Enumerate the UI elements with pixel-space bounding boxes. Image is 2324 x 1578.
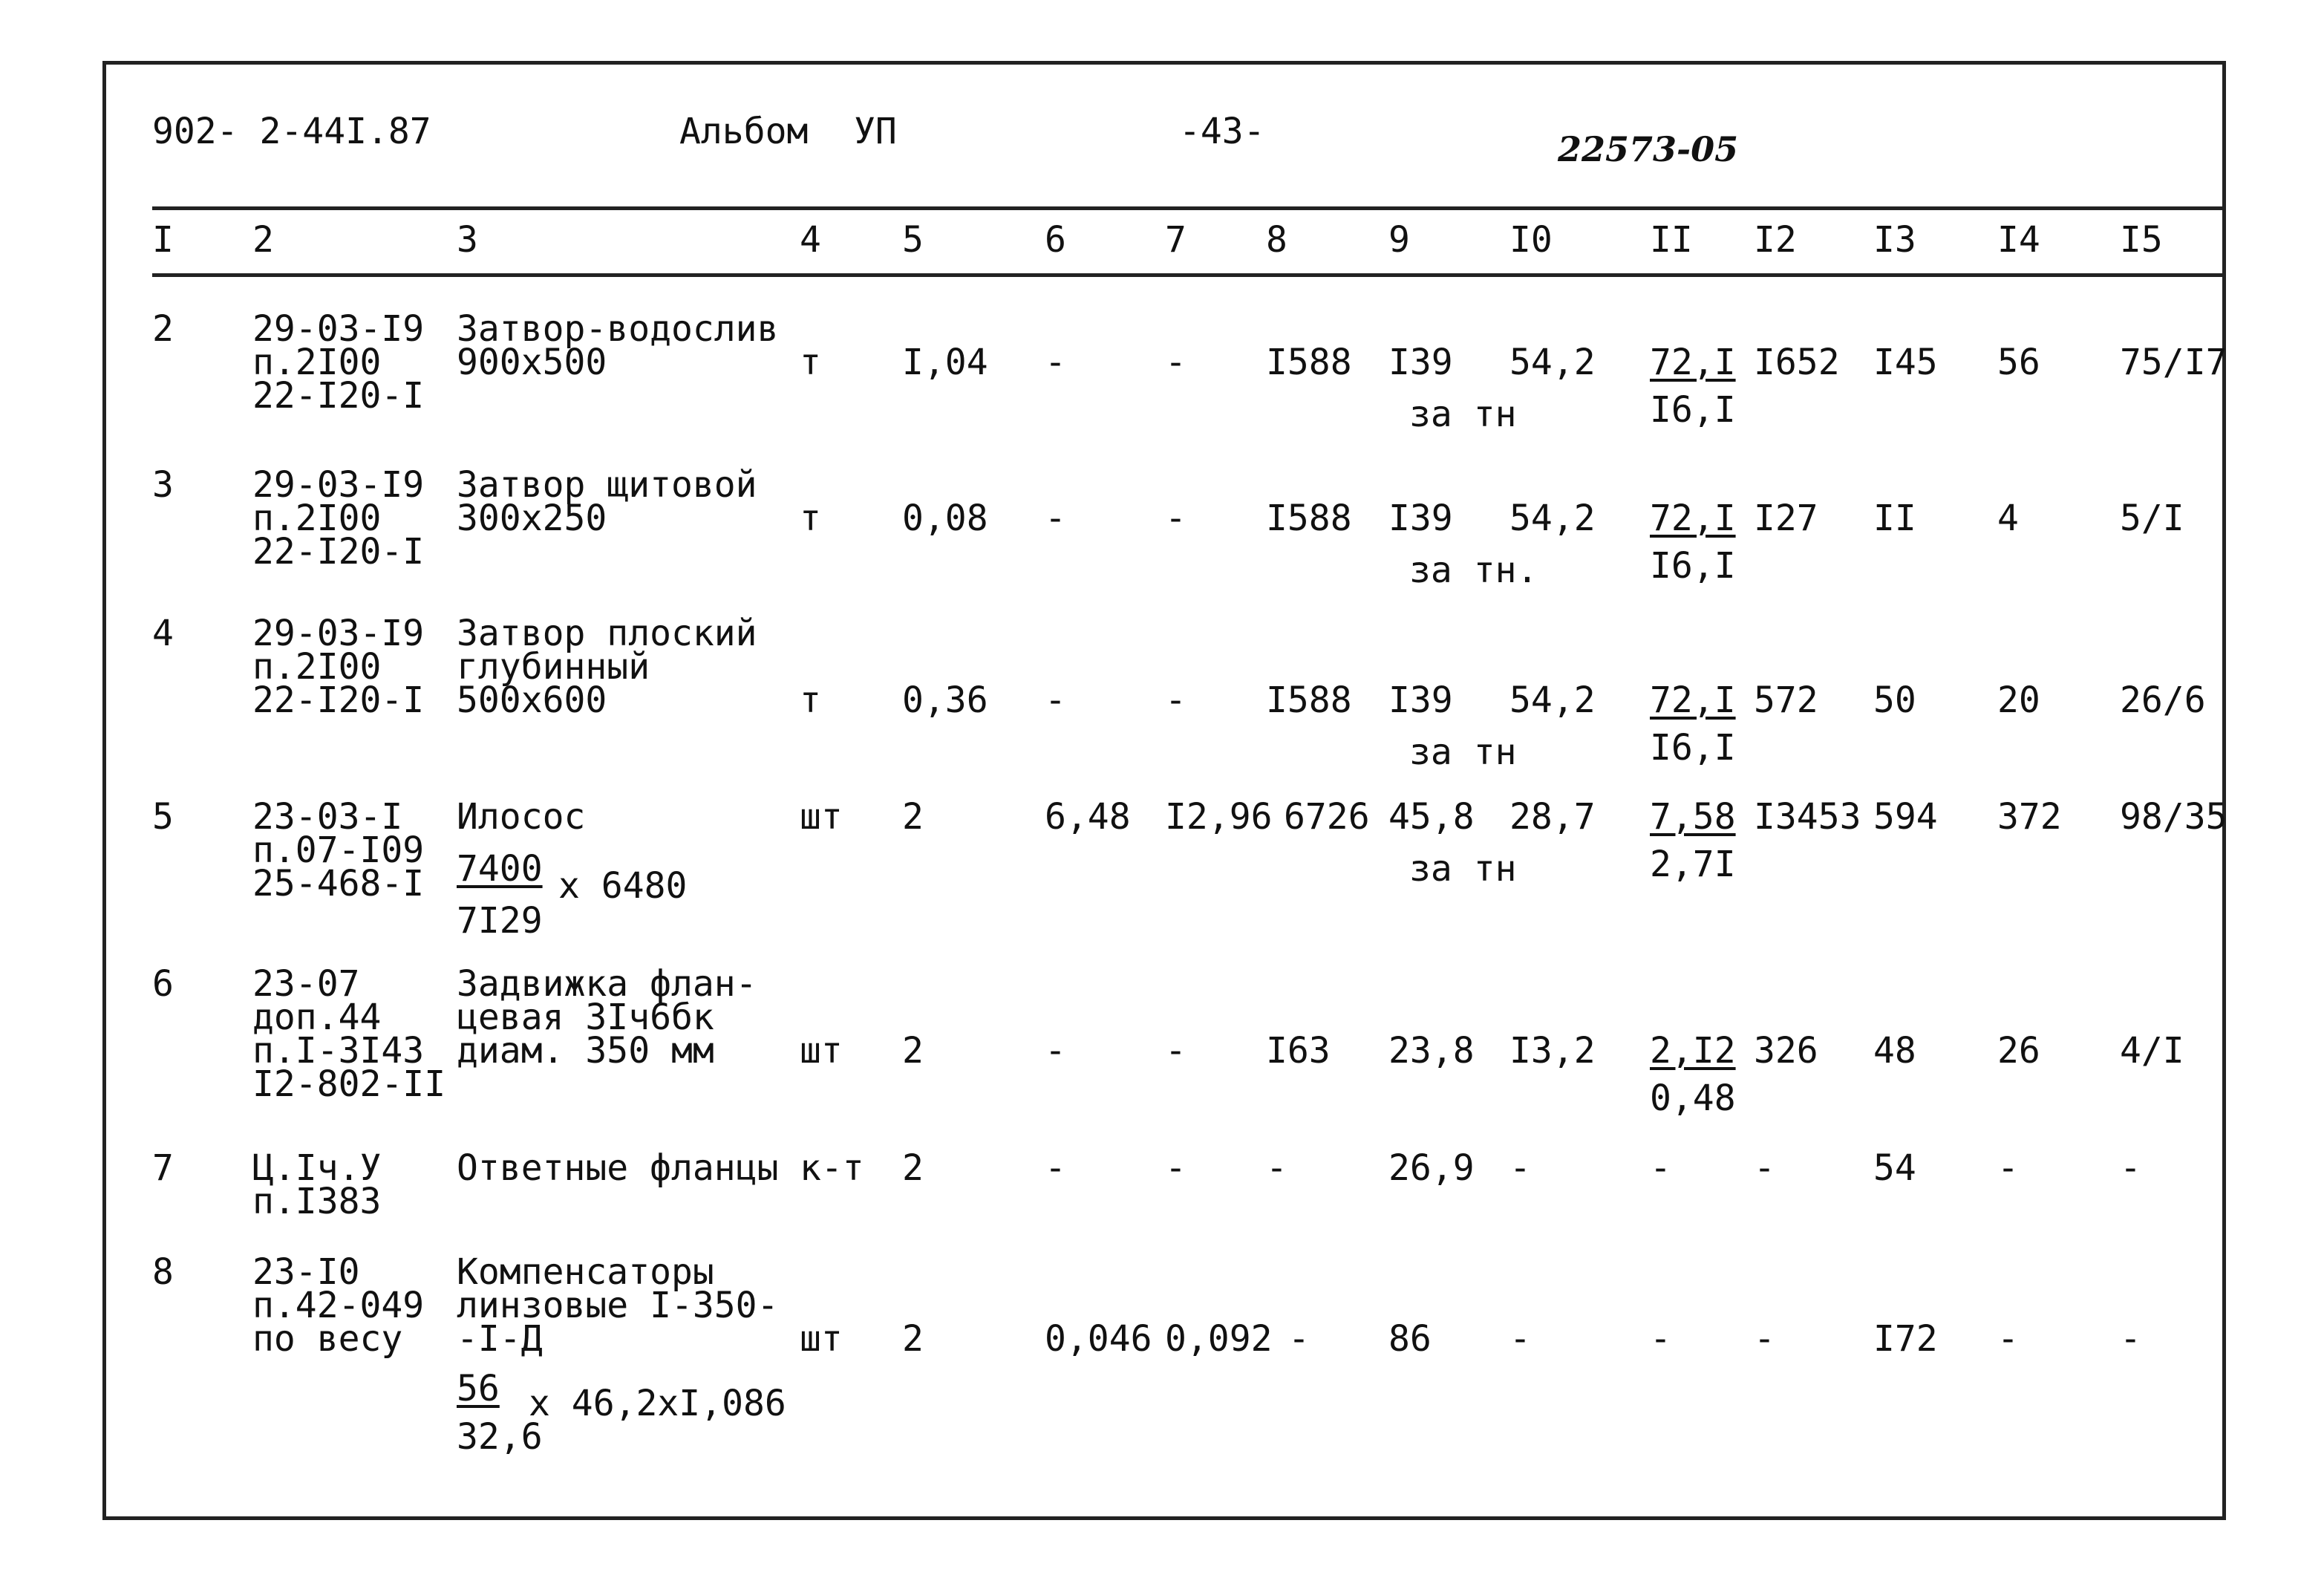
row-col14: 56 [1997,342,2040,383]
row-col7: - [1165,1147,1187,1189]
row-code: 29-03-I9 [252,613,425,654]
row-col7: - [1165,679,1187,721]
row-col9: I39 [1388,498,1453,539]
fraction-multiplier: x 6480 [558,865,688,907]
row-col15: 75/I7 [2120,342,2227,383]
row-qty: I,04 [902,342,988,383]
row-code: 29-03-I9 [252,308,425,350]
row-col8: I588 [1266,342,1352,383]
col-header-2: 2 [252,219,274,261]
row-name: Ответные фланцы [457,1147,779,1189]
row-code: 22-I20-I [252,375,425,417]
row-code: 29-03-I9 [252,464,425,506]
row-col10: 54,2 [1509,679,1596,721]
row-col11-bottom: I6,I [1650,545,1736,587]
row-col6: - [1045,1030,1066,1072]
row-col10: 54,2 [1509,342,1596,383]
row-name: глубинный [457,646,650,688]
row-col15: - [2120,1318,2141,1360]
row-col11: - [1650,1318,1671,1360]
row-number: 6 [152,963,174,1005]
row-col13: 54 [1873,1147,1916,1189]
row-col9: 45,8 [1388,796,1475,838]
row-col10: 54,2 [1509,498,1596,539]
row-col6: - [1045,342,1066,383]
col-header-3: 3 [457,219,478,261]
col-header-10: I0 [1509,219,1553,261]
fraction-numerator: 56 [457,1368,500,1409]
row-col12: I3453 [1754,796,1861,838]
row-name: Компенсаторы [457,1251,714,1293]
row-col15: 98/35 [2120,796,2227,838]
row-code: Ц.Iч.У [252,1147,382,1189]
row-col11-bottom: I6,I [1650,727,1736,769]
row-unit: шт [800,1030,843,1072]
row-col14: 372 [1997,796,2062,838]
row-col14: 20 [1997,679,2040,721]
header-rule [152,206,2226,210]
row-code: п.2I00 [252,646,382,688]
row-name: Затвор щитовой [457,464,757,506]
col-header-14: I4 [1997,219,2040,261]
col-header-8: 8 [1266,219,1287,261]
fraction-multiplier: x 46,2xI,086 [529,1383,786,1424]
row-number: 2 [152,308,174,350]
row-col10: 28,7 [1509,796,1596,838]
row-unit: т [800,498,821,539]
row-name: Затвор плоский [457,613,757,654]
page-number: -43- [1179,111,1265,152]
col-header-13: I3 [1873,219,1916,261]
row-col7: - [1165,498,1187,539]
row-col11-top: 7,58 [1650,796,1736,838]
row-col15: 4/I [2120,1030,2184,1072]
col-header-11: II [1650,219,1693,261]
row-col10: I3,2 [1509,1030,1596,1072]
row-col15: 26/6 [2120,679,2206,721]
row-col10: - [1509,1147,1531,1189]
row-col10: - [1509,1318,1531,1360]
row-code: 23-03-I [252,796,403,838]
row-col8: - [1266,1147,1287,1189]
row-code: доп.44 [252,997,382,1038]
col-header-7: 7 [1165,219,1187,261]
row-col9: 26,9 [1388,1147,1475,1189]
row-col12: 326 [1754,1030,1818,1072]
row-per-unit: за тн. [1409,550,1538,591]
row-col12: - [1754,1318,1775,1360]
row-col11-bottom: I6,I [1650,389,1736,431]
row-col14: - [1997,1318,2019,1360]
row-unit: шт [800,1318,843,1360]
row-code: 23-07 [252,963,360,1005]
row-col15: 5/I [2120,498,2184,539]
row-col8: I588 [1266,679,1352,721]
row-col11-top: 72,I [1650,342,1736,383]
row-code: п.2I00 [252,498,382,539]
row-col13: 48 [1873,1030,1916,1072]
row-col6: 0,046 [1045,1318,1152,1360]
row-col14: 26 [1997,1030,2040,1072]
row-qty: 2 [902,1318,924,1360]
row-col8: I588 [1266,498,1352,539]
row-col13: 594 [1873,796,1938,838]
row-col11-top: 72,I [1650,498,1736,539]
row-per-unit: за тн [1409,394,1517,435]
row-number: 8 [152,1251,174,1293]
fraction-denominator: 7I29 [457,900,543,942]
row-number: 7 [152,1147,174,1189]
row-col12: - [1754,1147,1775,1189]
row-code: п.07-I09 [252,829,425,871]
row-qty: 2 [902,1147,924,1189]
row-name: -I-Д [457,1318,543,1360]
row-col9: I39 [1388,679,1453,721]
row-name: 500x600 [457,679,607,721]
col-header-9: 9 [1388,219,1410,261]
row-col6: 6,48 [1045,796,1131,838]
row-qty: 2 [902,796,924,838]
row-code: по весу [252,1318,403,1360]
row-qty: 2 [902,1030,924,1072]
row-number: 5 [152,796,174,838]
row-code: I2-802-II [252,1063,446,1105]
album-number: УП [854,111,897,152]
row-col7: - [1165,1030,1187,1072]
column-header-rule [152,273,2226,277]
row-name: Затвор-водослив [457,308,779,350]
row-col7: - [1165,342,1187,383]
row-col11: - [1650,1147,1671,1189]
col-header-6: 6 [1045,219,1066,261]
row-code: 22-I20-I [252,531,425,573]
row-name: 900x500 [457,342,607,383]
row-col13: I72 [1873,1318,1938,1360]
col-header-5: 5 [902,219,924,261]
row-col9: I39 [1388,342,1453,383]
row-col8: I63 [1266,1030,1331,1072]
row-code: п.2I00 [252,342,382,383]
row-col13: 50 [1873,679,1916,721]
col-header-15: I5 [2120,219,2163,261]
row-name: цевая 3Iч6бк [457,997,714,1038]
row-name: Задвижка флан- [457,963,757,1005]
row-code: 23-I0 [252,1251,360,1293]
row-unit: т [800,342,821,383]
row-col6: - [1045,1147,1066,1189]
row-col6: - [1045,679,1066,721]
row-col8: 6726 [1284,796,1370,838]
row-unit: шт [800,796,843,838]
row-code: 22-I20-I [252,679,425,721]
row-col12: I27 [1754,498,1818,539]
row-qty: 0,36 [902,679,988,721]
col-header-1: I [152,219,174,261]
fraction-denominator: 32,6 [457,1416,543,1458]
row-col11-top: 72,I [1650,679,1736,721]
row-col12: 572 [1754,679,1818,721]
row-col9: 23,8 [1388,1030,1475,1072]
row-col15: - [2120,1147,2141,1189]
row-col9: 86 [1388,1318,1432,1360]
row-col7: I2,96 [1165,796,1273,838]
row-qty: 0,08 [902,498,988,539]
row-col14: 4 [1997,498,2019,539]
row-per-unit: за тн [1409,731,1517,773]
row-unit: т [800,679,821,721]
col-header-12: I2 [1754,219,1797,261]
row-code: п.I-3I43 [252,1030,425,1072]
row-col14: - [1997,1147,2019,1189]
row-name: Илосос [457,796,586,838]
row-col8: - [1288,1318,1310,1360]
row-col11-bottom: 0,48 [1650,1077,1736,1119]
fraction-numerator: 7400 [457,848,543,890]
row-name: линзовые I-350- [457,1285,779,1326]
row-col12: I652 [1754,342,1840,383]
row-number: 4 [152,613,174,654]
row-col6: - [1045,498,1066,539]
album-label: Альбом [679,111,809,152]
row-name: 300x250 [457,498,607,539]
col-header-4: 4 [800,219,821,261]
row-unit: к-т [800,1147,864,1189]
row-col11-bottom: 2,7I [1650,844,1736,885]
row-col13: I45 [1873,342,1938,383]
row-code: п.42-049 [252,1285,425,1326]
row-name: диам. 350 мм [457,1030,714,1072]
row-col13: II [1873,498,1916,539]
row-col7: 0,092 [1165,1318,1273,1360]
document-code: 902- 2-44I.87 [152,111,431,152]
row-number: 3 [152,464,174,506]
row-code: 25-468-I [252,863,425,904]
document-number: 22573-05 [1558,129,1739,169]
row-code: п.I383 [252,1181,382,1222]
row-col11-top: 2,I2 [1650,1030,1736,1072]
row-per-unit: за тн [1409,848,1517,890]
